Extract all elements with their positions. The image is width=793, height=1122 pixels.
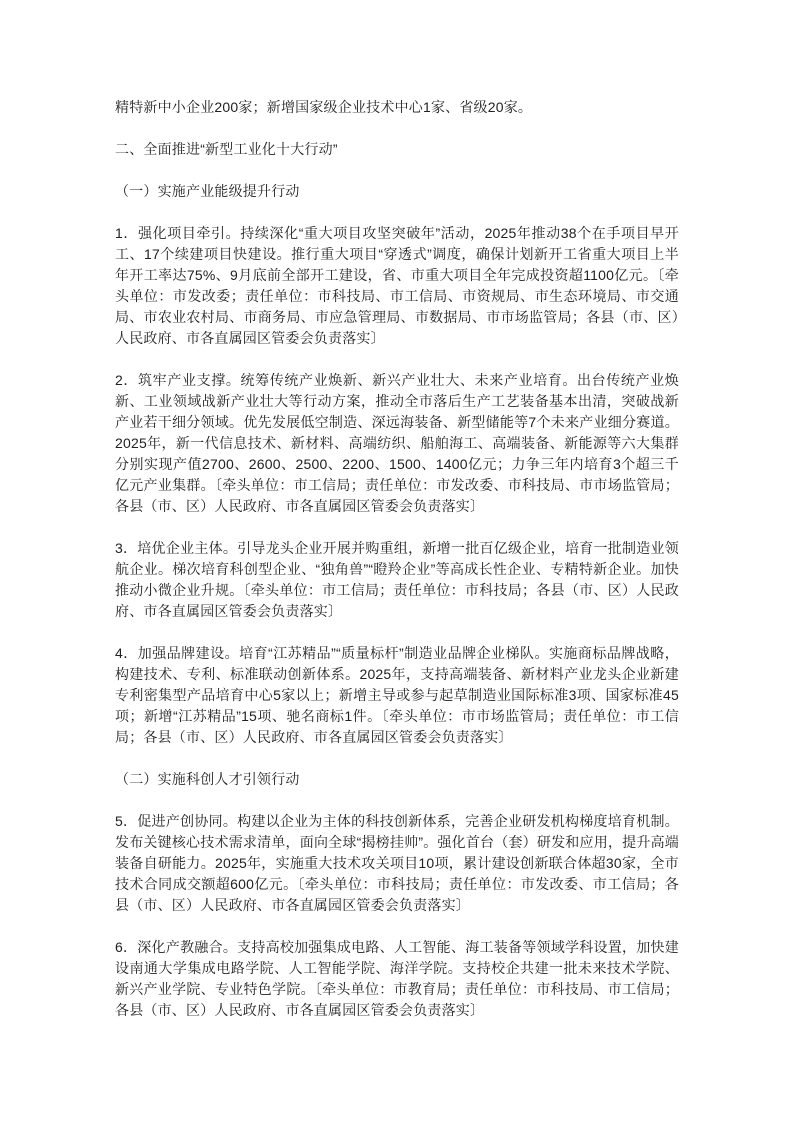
paragraph-action-1: 1．强化项目牵引。持续深化“重大项目攻坚突破年”活动，2025年推动38个在手项目早开工、17个续建项目快建设。推行重大项目“穿透式”调度，确保计划新开工省重大项目上半年开工率达75%、9月底前全部开工建设，省、市重大项目全年完成投资超1100亿元。〔牵头单位：市发改委；责任单位：市科技局、市工信局、市资规局、市生态环境局、市交通局、市农业农村局、市商务局、市应急管理局、市数据局、市市场监管局；各县（市、区）人民政府、市各直属园区管委会负责落实〕 [115, 225, 679, 346]
subsection-heading-2: （二）实施科创人才引领行动 [115, 771, 300, 787]
paragraph-continuation: 精特新中小企业200家；新增国家级企业技术中心1家、省级20家。 [115, 99, 533, 115]
section-heading-2: 二、全面推进“新型工业化十大行动” [115, 141, 338, 157]
paragraph-action-4: 4．加强品牌建设。培育“江苏精品”“质量标杆”制造业品牌企业梯队。实施商标品牌战略，构建技术、专利、标准联动创新体系。2025年，支持高端装备、新材料产业龙头企业新建专利密集型产品培育中心5家以上；新增主导或参与起草制造业国际标准3项、国家标准45项；新增“江苏精品”15项、驰名商标1件。〔牵头单位：市市场监管局；责任单位：市工信局；各县（市、区）人民政府、市各直属园区管委会负责落实〕 [115, 645, 679, 745]
subsection-heading-1: （一）实施产业能级提升行动 [115, 183, 300, 199]
paragraph-action-3: 3．培优企业主体。引导龙头企业开展并购重组，新增一批百亿级企业，培育一批制造业领航企业。梯次培育科创型企业、“独角兽”“瞪羚企业”等高成长性企业、专精特新企业。加快推动小微企业升规。〔牵头单位：市工信局；责任单位：市科技局；各县（市、区）人民政府、市各直属园区管委会负责落实〕 [115, 540, 679, 619]
paragraph-action-6: 6．深化产教融合。支持高校加强集成电路、人工智能、海工装备等领域学科设置，加快建设南通大学集成电路学院、人工智能学院、海洋学院。支持校企共建一批未来技术学院、新兴产业学院、专业特色学院。〔牵头单位：市教育局；责任单位：市科技局、市工信局；各县（市、区）人民政府、市各直属园区管委会负责落实〕 [115, 939, 679, 1018]
paragraph-action-2: 2．筑牢产业支撑。统筹传统产业焕新、新兴产业壮大、未来产业培育。出台传统产业焕新、工业领域战新产业壮大等行动方案，推动全市落后生产工艺装备基本出清，突破战新产业若干细分领域。优先发展低空制造、深远海装备、新型储能等7个未来产业细分赛道。2025年，新一代信息技术、新材料、高端纺织、船舶海工、高端装备、新能源等六大集群分别实现产值2700、2600、2500、2200、1500、1400亿元；力争三年内培育3个超三千亿元产业集群。〔牵头单位：市工信局；责任单位：市发改委、市科技局、市市场监管局；各县（市、区）人民政府、市各直属园区管委会负责落实〕 [115, 372, 679, 514]
paragraph-action-5: 5．促进产创协同。构建以企业为主体的科技创新体系，完善企业研发机构梯度培育机制。发布关键核心技术需求清单，面向全球“揭榜挂帅”。强化首台（套）研发和应用，提升高端装备自研能力。2025年，实施重大技术攻关项目10项，累计建设创新联合体超30家，全市技术合同成交额超600亿元。〔牵头单位：市科技局；责任单位：市发改委、市工信局；各县（市、区）人民政府、市各直属园区管委会负责落实〕 [115, 813, 679, 913]
